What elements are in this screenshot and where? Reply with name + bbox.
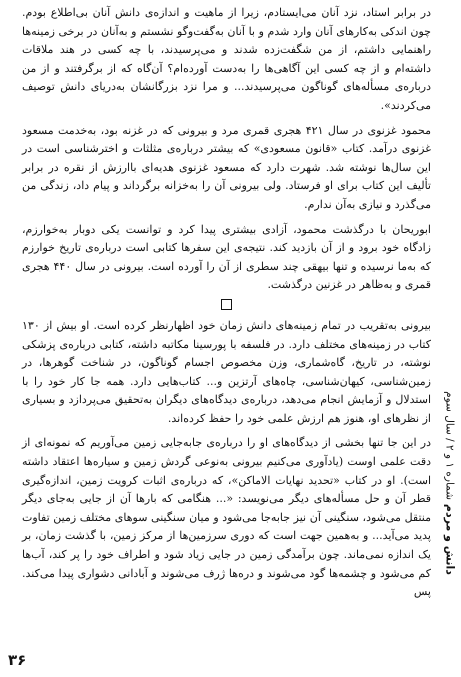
section-separator: [22, 299, 431, 314]
square-separator-icon: [221, 299, 232, 310]
article-body: [22, 4, 431, 602]
running-head: [442, 338, 458, 628]
paragraph-1: در برابر استاد، نزد آنان می‌ایستادم، زیرا از ماهیت و اندازه‌ی دانش آنان بی‌اطلاع بودم. چون اندکی به‌کارهای آنان وارد شدم و با آنان به‌گفت‌وگو نشستم و به‌آنان در برخی زمینه‌ها راهنمایی داشتم، از من شگفت‌زده شدند و می‌پرسیدند، با چه کسی در هند ملاقات داشته‌ام و از چه کسی این آگاهی‌ها را به‌دست آورده‌ام؟ آن‌گاه که از برگرفتند و از من درباره‌ی مسأله‌های گوناگون می‌پرسیدند... و مرا نزد بزرگانشان به‌دریای دانش توصیف می‌کردند».: [22, 6, 431, 112]
paragraph-3: ابوریحان با درگذشت محمود، آزادی بیشتری پیدا کرد و توانست یکی دوبار به‌خوارزم، زادگاه خود برود و از آن بازدید کند. نتیجه‌ی این سفرها کتابی است درباره‌ی تاریخ خوارزم که به‌ما نرسیده و تنها بیهقی چند سطری از آن را آورده است. بیرونی در سال ۴۴۰ هجری قمری و به‌ظاهر در غزنین درگذشت.: [22, 222, 431, 292]
paragraph-5: در این جا تنها بخشی از دیدگاه‌های او را درباره‌ی جابه‌جایی زمین می‌آوریم که نمونه‌ای از دقت علمی اوست (یادآوری می‌کنیم بیرونی به‌نوعی گردش زمین و سیاره‌ها اعتقاد داشته است). او در کتاب «تحدید نهایات الاماکن»، که درباره‌ی اثبات کرویت زمین، اندازه‌گیری قطر آن و حل مسأله‌های دیگر می‌نویسد: «... هنگامی که بارها آن از جایی به‌جای دیگر منتقل می‌شود، سنگینی آن نیز جابه‌جا می‌شود و میان سنگینی سوهای مختلف زمین تفاوت پدید می‌آید... و به‌همین جهت است که دوری سرزمین‌ها از مرکز زمین، با گذشت زمان، بر یک اندازه نمی‌ماند. چون برآمدگی زمین در جایی زیاد شود و اطراف خود را پر کند، آب‌ها کم می‌شود و چشمه‌ها گود می‌شوند و دره‌ها ژرف می‌شوند و آبادانی دشواری پیدا می‌کند. پس: [22, 436, 431, 599]
page-number: ۳۶: [8, 651, 27, 669]
journal-title: دانش و مردم: [443, 503, 457, 575]
paragraph-2: محمود غزنوی در سال ۴۲۱ هجری قمری مرد و بیرونی که در غزنه بود، به‌خدمت مسعود غزنوی درآمد. کتاب «قانون مسعودی» که بیشتر درباره‌ی مثلثات و اخترشناسی است در این سال‌ها نوشته شد. شهرت دارد که مسعود غزنوی هدیه‌ای باارزش از نقره در برابر تألیف این کتاب برای او فرستاد. ولی بیرونی آن را به‌خزانه برگرداند و پیام داد، زندگی من می‌گذرد و نیازی به‌آن ندارم.: [22, 123, 431, 211]
issue-info: شماره ۱ و ۲ / سال سوم: [443, 391, 456, 501]
paragraph-4: بیرونی به‌تقریب در تمام زمینه‌های دانش زمان خود اظهارنظر کرده است. او بیش از ۱۳۰ کتاب در زمینه‌های مختلف دارد. در فلسفه با پورسینا مکاتبه داشته، کتابی درباره‌ی پزشکی نوشته، در تاریخ، گاه‌شماری، وزن مخصوص اجسام گوناگون، در شناخت گوهرها، در زمین‌شناسی، کیهان‌شناسی، چاه‌های آرتزین و... کتاب‌هایی دارد. همه جا کار خود را با استدلال و آزمایش انجام می‌دهد، درباره‌ی دیدگاه‌های دیگران به‌تحقیق می‌پردازد و بسیاری از نظرهای او، هنوز هم ارزش علمی خود را حفظ کرده‌اند.: [22, 318, 431, 425]
